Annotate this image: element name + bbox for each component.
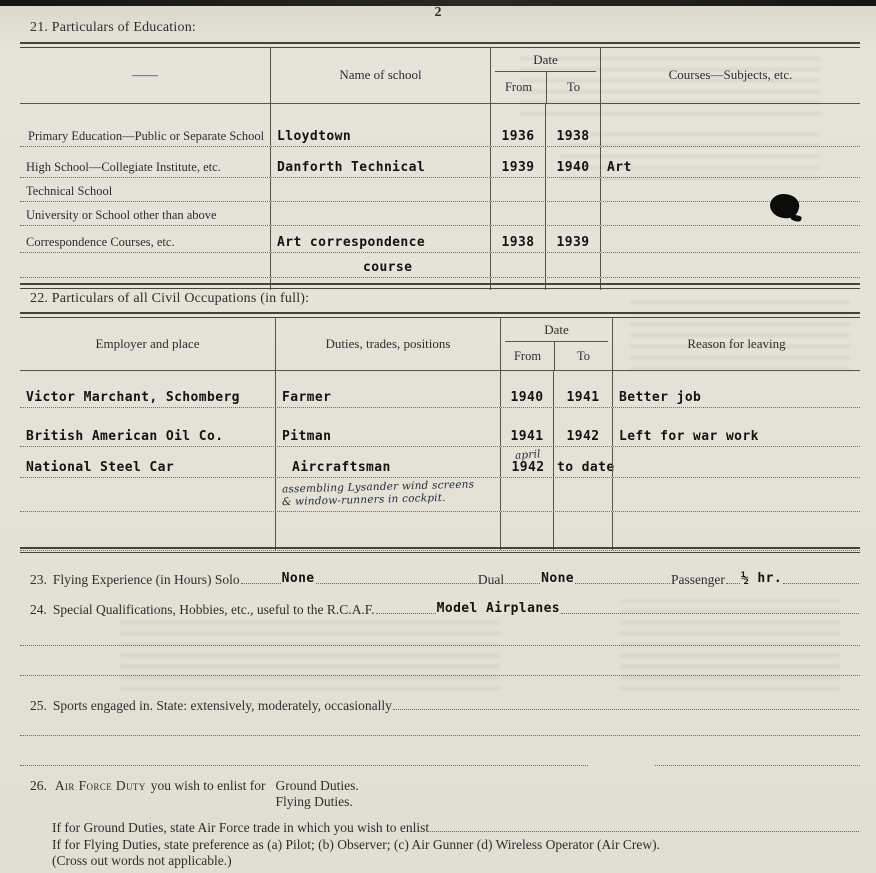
occupation-row-3-notes xyxy=(20,478,860,512)
dotted-leader xyxy=(376,613,436,614)
education-row-label: Primary Education—Public or Separate School xyxy=(28,128,265,143)
occupation-duties-handwritten-note xyxy=(275,478,500,511)
section-21-heading: 21. Particulars of Education: xyxy=(30,20,196,35)
education-header-to: To xyxy=(546,72,600,103)
education-header-school: Name of school xyxy=(270,47,490,103)
qualifications-label: Special Qualifications, Hobbies, etc., useful to the R.C.A.F. xyxy=(52,602,375,617)
occupation-row-1 xyxy=(20,371,860,408)
blank-dotted-line xyxy=(20,735,860,736)
occupation-duties-value: Pitman xyxy=(275,408,500,446)
education-school-value-line2: course xyxy=(270,253,490,277)
education-header-blank: —— xyxy=(132,67,158,82)
flying-experience-line xyxy=(30,566,860,588)
occupation-employer-value: National Steel Car xyxy=(26,460,175,475)
occupation-to-value: 1941 xyxy=(553,371,612,407)
ground-duties-text: If for Ground Duties, state Air Force trade in which you wish to enlist xyxy=(52,820,430,835)
occupations-header-employer: Employer and place xyxy=(95,335,200,351)
occupation-from-value: 1941 xyxy=(500,408,553,446)
education-row-correspondence xyxy=(20,226,860,253)
education-courses-value: Art xyxy=(600,147,860,177)
dotted-leader xyxy=(561,613,859,614)
sports-label: Sports engaged in. State: extensively, moderately, occasionally xyxy=(52,698,392,713)
education-row-correspondence-line2 xyxy=(20,253,860,278)
education-from-value: 1936 xyxy=(490,104,545,146)
section-22-heading: 22. Particulars of all Civil Occupations (in full): xyxy=(30,291,310,306)
flying-dual-value: None xyxy=(541,571,575,586)
occupations-header-duties: Duties, trades, positions xyxy=(275,317,500,370)
table-bottom-rule xyxy=(20,283,860,289)
flying-passenger-label: Passenger xyxy=(670,572,725,587)
occupation-reason-value xyxy=(612,447,860,477)
education-to-value: 1940 xyxy=(545,147,600,177)
occupations-header-from: From xyxy=(513,348,542,363)
education-header-date: Date xyxy=(495,47,596,72)
sports-line xyxy=(30,692,860,714)
education-row-label: Correspondence Courses, etc. xyxy=(26,234,175,249)
dotted-leader xyxy=(783,583,859,584)
occupation-row-3 xyxy=(20,447,860,478)
education-table xyxy=(20,47,860,290)
education-header-courses: Courses—Subjects, etc. xyxy=(600,47,860,103)
education-row-technical xyxy=(20,178,860,202)
flying-duties-text: If for Flying Duties, state preference as (a) Pilot; (b) Observer; (c) Air Gunner (d) Wireless Operator (Air Crew). xyxy=(52,837,660,852)
education-row-label: Technical School xyxy=(26,183,113,198)
education-header-from: From xyxy=(504,80,533,94)
flying-experience-label: Flying Experience (in Hours) Solo xyxy=(52,572,240,587)
flying-dual-label: Dual xyxy=(477,572,505,587)
blank-dotted-line xyxy=(20,675,860,676)
occupations-header-date: Date xyxy=(505,317,608,342)
education-from-value: 1939 xyxy=(490,147,545,177)
education-row-highschool xyxy=(20,147,860,178)
education-row-label: University or School other than above xyxy=(26,207,217,222)
duty-label-rest: you wish to enlist for xyxy=(150,778,266,793)
occupation-reason-value: Better job xyxy=(612,371,860,407)
occupation-to-value: to date xyxy=(553,447,612,477)
occupations-table xyxy=(20,317,860,551)
duty-option-flying: Flying Duties. xyxy=(275,794,353,809)
occupations-table-header xyxy=(20,317,860,371)
education-from-value: 1938 xyxy=(490,226,545,252)
page-number: 2 xyxy=(434,5,442,20)
dotted-leader xyxy=(393,709,859,710)
occupation-reason-value: Left for war work xyxy=(612,408,860,446)
education-school-value: Danforth Technical xyxy=(270,147,490,177)
dotted-leader xyxy=(575,583,670,584)
duty-option-ground: Ground Duties. xyxy=(275,778,359,793)
education-school-value: Lloydtown xyxy=(270,104,490,146)
qualifications-value: Model Airplanes xyxy=(436,601,561,616)
qualifications-number: 24. xyxy=(30,602,47,617)
duty-number: 26. xyxy=(30,778,47,793)
dotted-leader xyxy=(726,583,740,584)
education-row-label: High School—Collegiate Institute, etc. xyxy=(26,159,221,174)
education-courses-value xyxy=(600,226,860,252)
table-bottom-rule xyxy=(20,547,860,553)
occupation-row-2 xyxy=(20,408,860,447)
flying-solo-value: None xyxy=(281,571,315,586)
occupation-from-value: 1942 xyxy=(511,460,545,475)
education-table-header xyxy=(20,47,860,104)
education-to-value: 1938 xyxy=(545,104,600,146)
handwritten-note-line2: & window-runners in cockpit. xyxy=(281,491,446,508)
flying-experience-number: 23. xyxy=(30,572,47,587)
occupation-from-month-handwritten: april xyxy=(514,448,542,462)
occupation-duties-value: Aircraftsman xyxy=(275,447,500,477)
duty-label-smallcaps: Air Force Duty xyxy=(54,778,146,793)
cross-out-note-text: (Cross out words not applicable.) xyxy=(52,853,232,868)
occupations-header-date-group xyxy=(500,317,612,370)
dotted-leader xyxy=(316,583,477,584)
dotted-leader xyxy=(505,583,540,584)
education-to-value: 1939 xyxy=(545,226,600,252)
blank-dotted-line xyxy=(20,765,588,766)
occupation-employer-value: Victor Marchant, Schomberg xyxy=(26,390,240,405)
occupations-header-reason: Reason for leaving xyxy=(612,317,860,370)
dotted-leader xyxy=(241,583,281,584)
cross-out-note xyxy=(52,851,860,869)
occupations-header-to: To xyxy=(554,342,612,370)
air-force-duty-line xyxy=(30,778,359,810)
blank-dotted-line xyxy=(655,765,860,766)
education-courses-value xyxy=(600,104,860,146)
occupation-from-cell xyxy=(500,447,553,477)
blank-dotted-line xyxy=(20,645,860,646)
occupation-employer-value: British American Oil Co. xyxy=(26,429,224,444)
ground-duties-line xyxy=(52,818,860,836)
bleed-through-artifact xyxy=(120,620,500,690)
education-row-university xyxy=(20,202,860,226)
occupation-from-value: 1940 xyxy=(500,371,553,407)
occupation-row-empty xyxy=(20,512,860,551)
education-row-primary xyxy=(20,104,860,147)
qualifications-line xyxy=(30,596,860,618)
flying-passenger-value: ½ hr. xyxy=(740,571,783,586)
education-header-date-group xyxy=(490,47,600,103)
duty-options xyxy=(275,778,358,810)
education-school-value: Art correspondence xyxy=(270,226,490,252)
handwritten-note-line1: assembling Lysander wind screens xyxy=(281,477,475,496)
occupation-to-value: 1942 xyxy=(553,408,612,446)
sports-number: 25. xyxy=(30,698,47,713)
occupation-duties-value: Farmer xyxy=(275,371,500,407)
dotted-leader xyxy=(430,831,859,832)
